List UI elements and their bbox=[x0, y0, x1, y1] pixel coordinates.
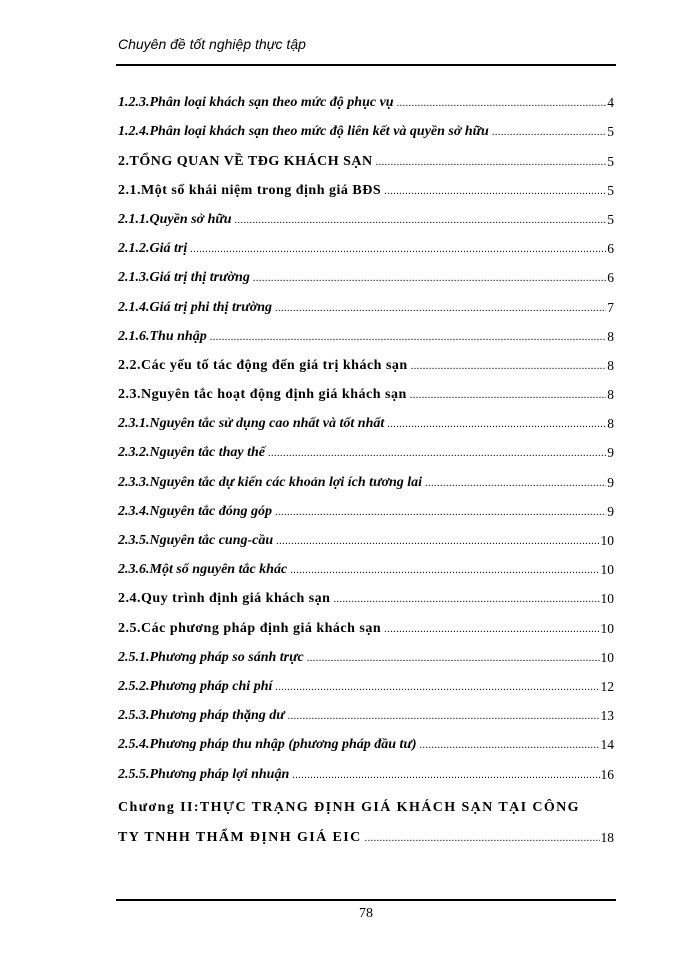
toc-entry-title: 2.5.3.Phương pháp thặng dư bbox=[118, 708, 285, 724]
toc-entry[interactable] bbox=[118, 549, 614, 578]
toc-leader bbox=[275, 681, 599, 695]
toc-entry[interactable] bbox=[118, 111, 614, 140]
toc-entry[interactable] bbox=[118, 228, 614, 257]
toc-entry[interactable] bbox=[118, 520, 614, 549]
toc-leader bbox=[275, 506, 606, 520]
toc-entry-title: 2.5.4.Phương pháp thu nhập (phương pháp đầu tư) bbox=[118, 737, 417, 753]
toc-leader bbox=[190, 243, 606, 257]
toc-entry-page: 5 bbox=[607, 124, 614, 140]
page-number: 78 bbox=[359, 906, 373, 921]
toc-entry-title: 2.1.3.Giá trị thị trường bbox=[118, 270, 250, 286]
footer-divider bbox=[116, 899, 616, 901]
toc-entry-title: 2.5.2.Phương pháp chi phí bbox=[118, 678, 273, 694]
toc-leader bbox=[268, 447, 606, 461]
toc-entry-title: 2.3.2.Nguyên tắc thay thế bbox=[118, 445, 265, 461]
toc-entry-page: 5 bbox=[607, 182, 614, 198]
toc-entry[interactable] bbox=[118, 374, 614, 403]
toc-entry-page: 9 bbox=[607, 474, 614, 490]
toc-leader bbox=[425, 477, 606, 491]
toc-leader bbox=[376, 156, 607, 170]
table-of-contents bbox=[118, 82, 614, 846]
toc-entry-page: 9 bbox=[607, 503, 614, 519]
toc-entry-page: 8 bbox=[607, 328, 614, 344]
toc-leader bbox=[492, 126, 606, 140]
header-divider bbox=[116, 64, 616, 66]
toc-entry-title: 2.3.1.Nguyên tắc sử dụng cao nhất và tốt nhất bbox=[118, 416, 385, 432]
toc-leader bbox=[253, 272, 606, 286]
toc-entry-title: 2.TỔNG QUAN VỀ TĐG KHÁCH SẠN bbox=[118, 153, 373, 169]
toc-entry-page: 10 bbox=[600, 533, 614, 548]
toc-leader bbox=[411, 360, 607, 374]
toc-chapter-title: Chương II:THỰC TRẠNG ĐỊNH GIÁ KHÁCH SẠN TẠI CÔNG bbox=[118, 799, 580, 815]
toc-entry[interactable] bbox=[118, 286, 614, 315]
toc-entry-title: 2.5.5.Phương pháp lợi nhuận bbox=[118, 766, 290, 782]
toc-entry-page: 6 bbox=[607, 241, 614, 257]
toc-leader bbox=[275, 302, 606, 316]
toc-entry-title: 2.5.Các phương pháp định giá khách sạn bbox=[118, 620, 382, 636]
toc-entry-page: 8 bbox=[607, 416, 614, 432]
toc-entry[interactable] bbox=[118, 607, 614, 636]
toc-entry[interactable] bbox=[118, 724, 614, 753]
toc-entry-page: 13 bbox=[600, 708, 614, 724]
toc-entry-page: 14 bbox=[600, 737, 614, 753]
toc-entry-page: 10 bbox=[600, 562, 614, 578]
toc-entry[interactable] bbox=[118, 170, 614, 199]
toc-entry-page: 8 bbox=[607, 387, 614, 403]
toc-entry[interactable] bbox=[118, 199, 614, 228]
toc-entry-page: 9 bbox=[607, 445, 614, 461]
toc-entry[interactable] bbox=[118, 461, 614, 490]
toc-entry[interactable] bbox=[118, 432, 614, 461]
toc-leader bbox=[307, 652, 600, 666]
toc-leader bbox=[387, 418, 606, 432]
toc-leader bbox=[384, 623, 599, 637]
toc-leader bbox=[365, 832, 600, 846]
toc-entry-page: 8 bbox=[607, 357, 614, 373]
toc-entry[interactable] bbox=[118, 666, 614, 695]
toc-entry-page: 7 bbox=[607, 299, 614, 315]
toc-entry-title: 2.3.Nguyên tắc hoạt động định giá khách sạn bbox=[118, 387, 407, 403]
toc-entry[interactable] bbox=[118, 491, 614, 520]
toc-entry-title: 2.2.Các yếu tố tác động đến giá trị khách sạn bbox=[118, 357, 408, 373]
toc-entry-page: 12 bbox=[600, 678, 614, 694]
toc-leader bbox=[290, 564, 599, 578]
toc-entry-title: 2.3.6.Một số nguyên tắc khác bbox=[118, 562, 288, 578]
toc-entry-title: 2.3.4.Nguyên tắc đóng góp bbox=[118, 503, 272, 519]
toc-entry[interactable] bbox=[118, 753, 614, 782]
toc-entry-title: 2.5.1.Phương pháp so sánh trực bbox=[118, 649, 304, 665]
toc-entry[interactable] bbox=[118, 82, 614, 111]
toc-leader bbox=[410, 389, 607, 403]
toc-leader bbox=[276, 535, 599, 549]
toc-entry-page: 10 bbox=[600, 591, 614, 607]
toc-leader bbox=[292, 769, 599, 783]
toc-entry-page: 10 bbox=[600, 620, 614, 636]
toc-leader bbox=[420, 739, 600, 753]
toc-leader bbox=[288, 710, 600, 724]
toc-leader bbox=[235, 214, 607, 228]
toc-entry-title: 2.1.1.Quyền sở hữu bbox=[118, 211, 232, 227]
toc-entry-title: 2.1.Một số khái niệm trong định giá BĐS bbox=[118, 182, 382, 198]
toc-entry-page: 5 bbox=[607, 153, 614, 169]
toc-chapter-line-1[interactable] bbox=[118, 783, 614, 816]
toc-entry-title: 2.1.6.Thu nhập bbox=[118, 328, 207, 344]
toc-entry-page: 10 bbox=[600, 649, 614, 665]
running-header: Chuyên đề tốt nghiệp thực tập bbox=[118, 36, 306, 52]
toc-entry-page: 5 bbox=[607, 211, 614, 227]
toc-leader bbox=[210, 331, 607, 345]
toc-entry-title: 2.3.5.Nguyên tắc cung-cầu bbox=[118, 533, 274, 548]
toc-chapter-line-2[interactable] bbox=[118, 816, 614, 846]
toc-entry-title: 2.1.2.Giá trị bbox=[118, 241, 188, 257]
toc-chapter-title-continued: TY TNHH THẨM ĐỊNH GIÁ EIC bbox=[118, 829, 362, 845]
toc-entry[interactable] bbox=[118, 257, 614, 286]
toc-entry[interactable] bbox=[118, 345, 614, 374]
toc-entry[interactable] bbox=[118, 695, 614, 724]
toc-entry[interactable] bbox=[118, 140, 614, 169]
toc-entry-page: 18 bbox=[600, 829, 614, 845]
toc-leader bbox=[384, 185, 606, 199]
toc-entry-title: 2.3.3.Nguyên tắc dự kiến các khoản lợi ích tương lai bbox=[118, 474, 423, 490]
toc-entry-page: 4 bbox=[607, 95, 614, 111]
toc-entry[interactable] bbox=[118, 316, 614, 345]
toc-entry[interactable] bbox=[118, 637, 614, 666]
toc-entry[interactable] bbox=[118, 403, 614, 432]
toc-entry-title: 2.4.Quy trình định giá khách sạn bbox=[118, 591, 331, 607]
toc-entry-title: 2.1.4.Giá trị phi thị trường bbox=[118, 299, 272, 315]
toc-leader bbox=[333, 593, 599, 607]
toc-entry-title: 1.2.3.Phân loại khách sạn theo mức độ phục vụ bbox=[118, 95, 394, 111]
toc-entry[interactable] bbox=[118, 578, 614, 607]
toc-entry-page: 16 bbox=[600, 766, 614, 782]
toc-leader bbox=[397, 97, 607, 111]
toc-entry-title: 1.2.4.Phân loại khách sạn theo mức độ liên kết và quyền sở hữu bbox=[118, 124, 489, 140]
toc-entry-page: 6 bbox=[607, 270, 614, 286]
